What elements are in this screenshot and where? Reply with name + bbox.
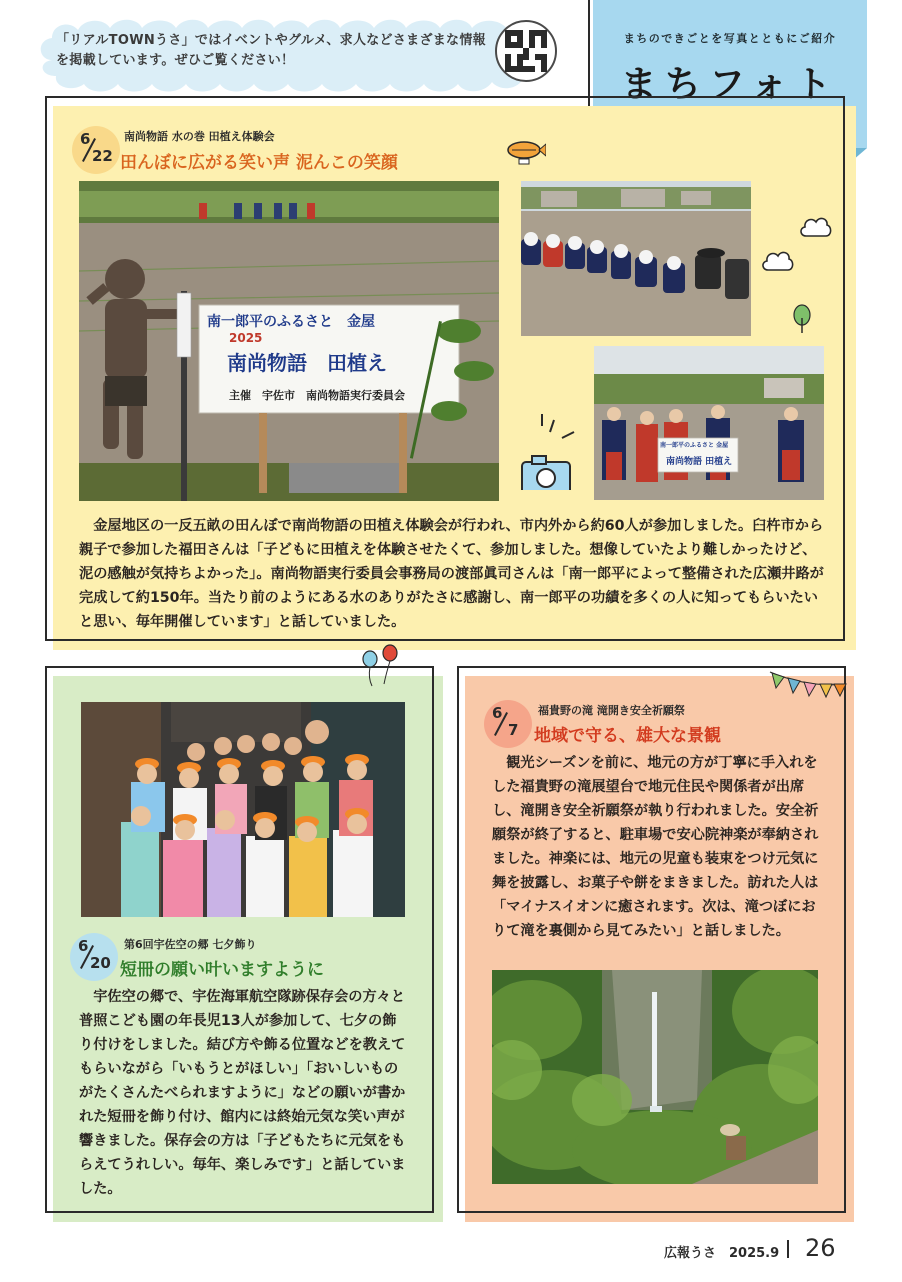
article2-headline: 短冊の願い叶いますように (120, 960, 324, 980)
article1-body: 金屋地区の一反五畝の田んぼで南尚物語の田植え体験会が行われ、市内外から約60人が参加しました。臼杵市から親子で参加した福田さんは「子どもに田植えを体験させたくて、参加しました。想像していたより難しかったけど、泥の感触が気持ちよかった」。南尚物語実行委員会事務局の渡部眞司さんは「南一郎平によって整備された広瀬井路が完成して約150年。当たり前のようにある水のありがたさに感謝し、南一郎平の功績を多くの人に知ってもらいたいと思い、毎年開催しています」と話していました。 (79, 518, 824, 630)
qr-code-icon[interactable] (495, 20, 557, 82)
article3-body: 観光シーズンを前に、地元の方が丁寧に手入れをした福貴野の滝展望台で地元住民や関係者が出席し、滝開き安全祈願祭が執り行われました。安全祈願祭が終了すると、駐車場で安心院神楽が奉納されました。神楽には、地元の児童も装束をつけ元気に舞を披露し、お菓子や餅をまきました。訪れた人は「マイナスイオンに癒されます。次は、滝つぼにおりて滝を裏側から見てみたい」と話しました。 (492, 755, 819, 939)
cloud-doodle-icon (760, 246, 794, 274)
article3-headline: 地域で守る、雄大な景観 (534, 726, 721, 746)
tree-icon (792, 304, 812, 334)
article3-date-badge (484, 700, 532, 748)
article2-month: 6 (78, 937, 89, 955)
footer-divider (787, 1240, 789, 1258)
sign-year: 2025 (229, 331, 263, 345)
article3-month: 6 (492, 704, 503, 722)
qr-module (541, 66, 547, 72)
page-number: 26 (805, 1234, 836, 1262)
photo-tanabata-children (81, 702, 405, 917)
article3-day: 7 (508, 721, 519, 739)
photo-rice-planting-boy (79, 181, 499, 501)
article1-date-badge (72, 126, 120, 174)
article1-kicker: 南尚物語 水の巻 田植え体験会 (124, 130, 275, 143)
photo-waterfall (492, 970, 818, 1184)
sign-host: 主催 宇佐市 南尚物語実行委員会 (229, 389, 405, 402)
camera-icon (516, 410, 586, 490)
article2-day: 20 (90, 954, 111, 972)
sign-main: 南尚物語 田植え (227, 351, 387, 375)
article3-kicker: 福貴野の滝 滝開き安全祈願祭 (538, 704, 685, 717)
article1-day: 22 (92, 147, 113, 165)
section-title: まちフォト (620, 63, 840, 105)
cloud-doodle-icon (798, 214, 832, 240)
article1-month: 6 (80, 130, 91, 148)
magazine-name: 広報うさ 2025.9 (664, 1246, 780, 1261)
section-subtitle: まちのできごとを写真とともにご紹介 (623, 32, 837, 45)
sign-line1: 南一郎平のふるさと 金屋 (207, 314, 375, 330)
page-footer (650, 1234, 860, 1264)
article2-kicker: 第6回宇佐空の郷 七夕飾り (124, 938, 257, 951)
banner-text: 「リアルTOWNうさ」ではイベントやグルメ、求人などさまざまな情報を掲載しています。ぜひご覧ください！ (56, 33, 486, 68)
balloon-icon (360, 642, 402, 688)
airship-icon (506, 140, 546, 166)
article2-body: 宇佐空の郷で、宇佐海軍航空隊跡保存会の方々と普照こども園の年長児13人が参加して、七夕の飾り付けをしました。結び方や飾る位置などを教えてもらいながら「いもうとがほしい」「おいしいものがたくさんたべられますように」などの願いが書かれた短冊を飾り付け、館内には終始元気な笑い声が響きました。保存会の方は「子どもたちに元気をもらえてうれしい。毎年、楽しみです」と話していました。 (79, 989, 406, 1197)
article1-headline: 田んぼに広がる笑い声 泥んこの笑顔 (120, 153, 398, 173)
group-banner-sign: 南一郎平のふるさと 金屋 (660, 442, 729, 449)
photo-children-planting (521, 181, 751, 336)
photo-group-banner (594, 346, 824, 500)
cloud-banner (30, 14, 570, 94)
group-banner-sign2: 南尚物語 田植え (666, 457, 733, 467)
bunting-icon (768, 668, 848, 702)
article2-date-badge (70, 933, 118, 981)
